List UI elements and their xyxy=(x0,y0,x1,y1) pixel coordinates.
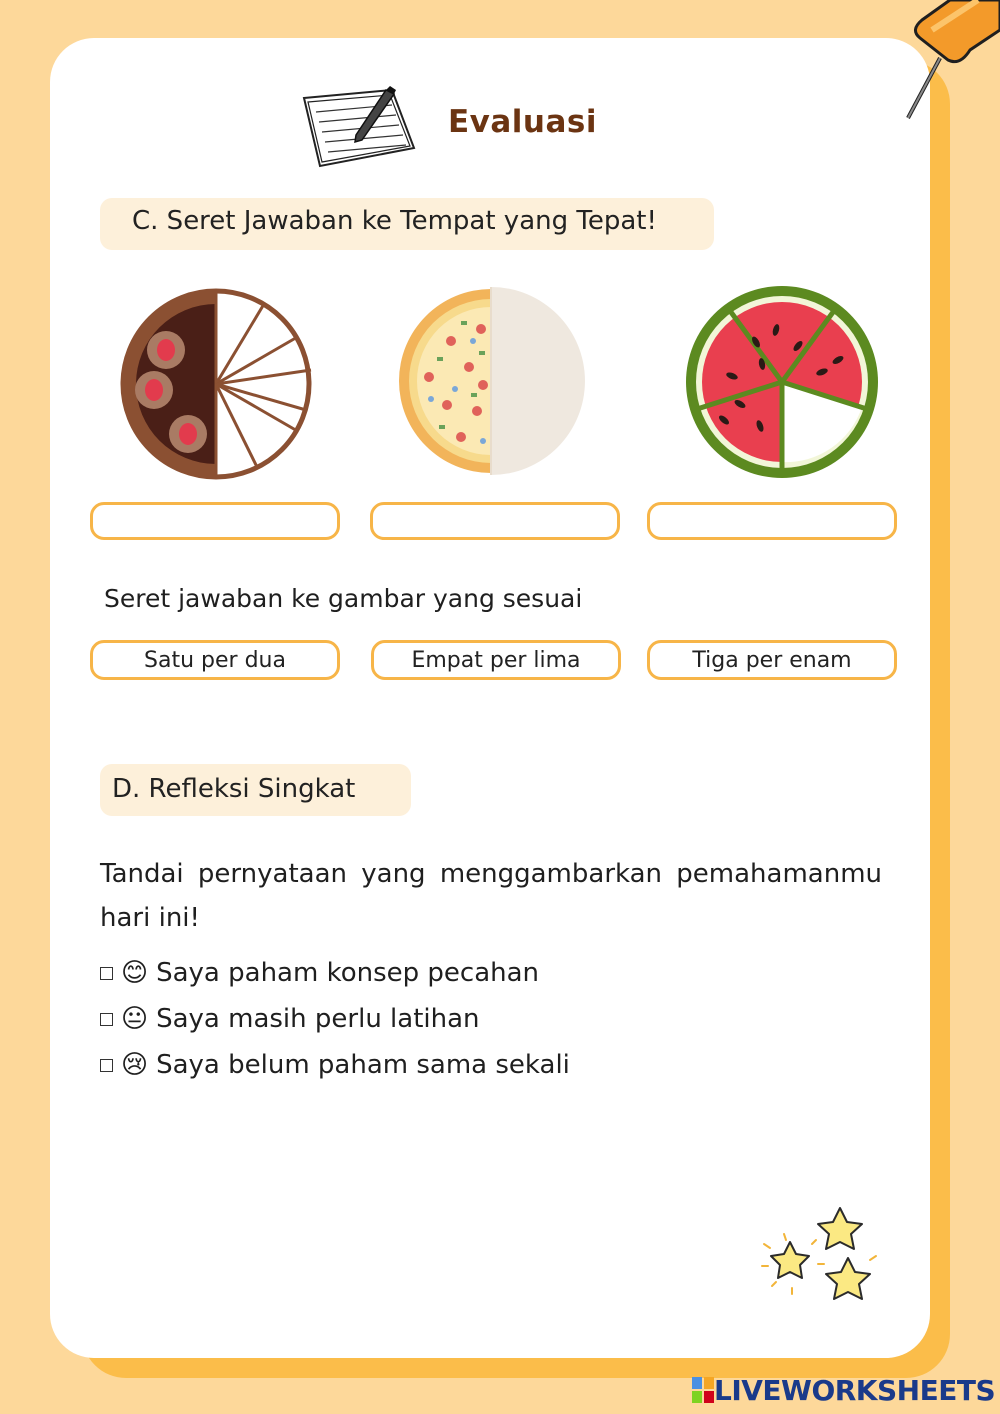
section-d-heading: D. Refleksi Singkat xyxy=(100,764,411,816)
answer-chip-satu-per-dua[interactable]: Satu per dua xyxy=(90,640,340,680)
drag-instruction: Seret jawaban ke gambar yang sesuai xyxy=(104,584,583,613)
liveworksheets-logo xyxy=(692,1374,995,1406)
brand-name: LIVEWORKSHEETS xyxy=(714,1373,996,1407)
stars-decoration-icon xyxy=(758,1204,882,1316)
answer-chip-tiga-per-enam[interactable]: Tiga per enam xyxy=(647,640,897,680)
checkbox-icon[interactable] xyxy=(100,1059,113,1072)
drop-target-pizza[interactable] xyxy=(370,502,620,540)
reflection-option-label: Saya belum paham sama sekali xyxy=(156,1050,570,1080)
page-title: Evaluasi xyxy=(448,104,597,140)
drop-target-watermelon[interactable] xyxy=(647,502,897,540)
notepad-pencil-icon xyxy=(300,86,418,170)
reflection-option-label: Saya masih perlu latihan xyxy=(156,1004,480,1034)
watermelon-image xyxy=(684,284,880,480)
drop-target-cake[interactable] xyxy=(90,502,340,540)
reflection-option-understand[interactable] xyxy=(100,958,539,988)
liveworksheets-logo-icon xyxy=(692,1377,714,1403)
checkbox-icon[interactable] xyxy=(100,967,113,980)
reflection-option-not-understand[interactable] xyxy=(100,1050,570,1080)
section-c-heading: C. Seret Jawaban ke Tempat yang Tepat! xyxy=(100,198,714,250)
neutral-face-icon: 😐 xyxy=(121,1004,149,1034)
smiling-face-icon: 😊 xyxy=(121,958,149,988)
chocolate-cake-image xyxy=(118,286,314,482)
answer-chip-empat-per-lima[interactable]: Empat per lima xyxy=(371,640,621,680)
checkbox-icon[interactable] xyxy=(100,1013,113,1026)
push-pin-icon xyxy=(850,0,1000,130)
pizza-image xyxy=(396,286,586,476)
reflection-option-need-practice[interactable] xyxy=(100,1004,480,1034)
crying-face-icon: 😢 xyxy=(121,1050,149,1080)
reflection-prompt: Tandai pernyataan yang menggambarkan pemahamanmu hari ini! xyxy=(100,859,882,933)
reflection-option-label: Saya paham konsep pecahan xyxy=(156,958,540,988)
